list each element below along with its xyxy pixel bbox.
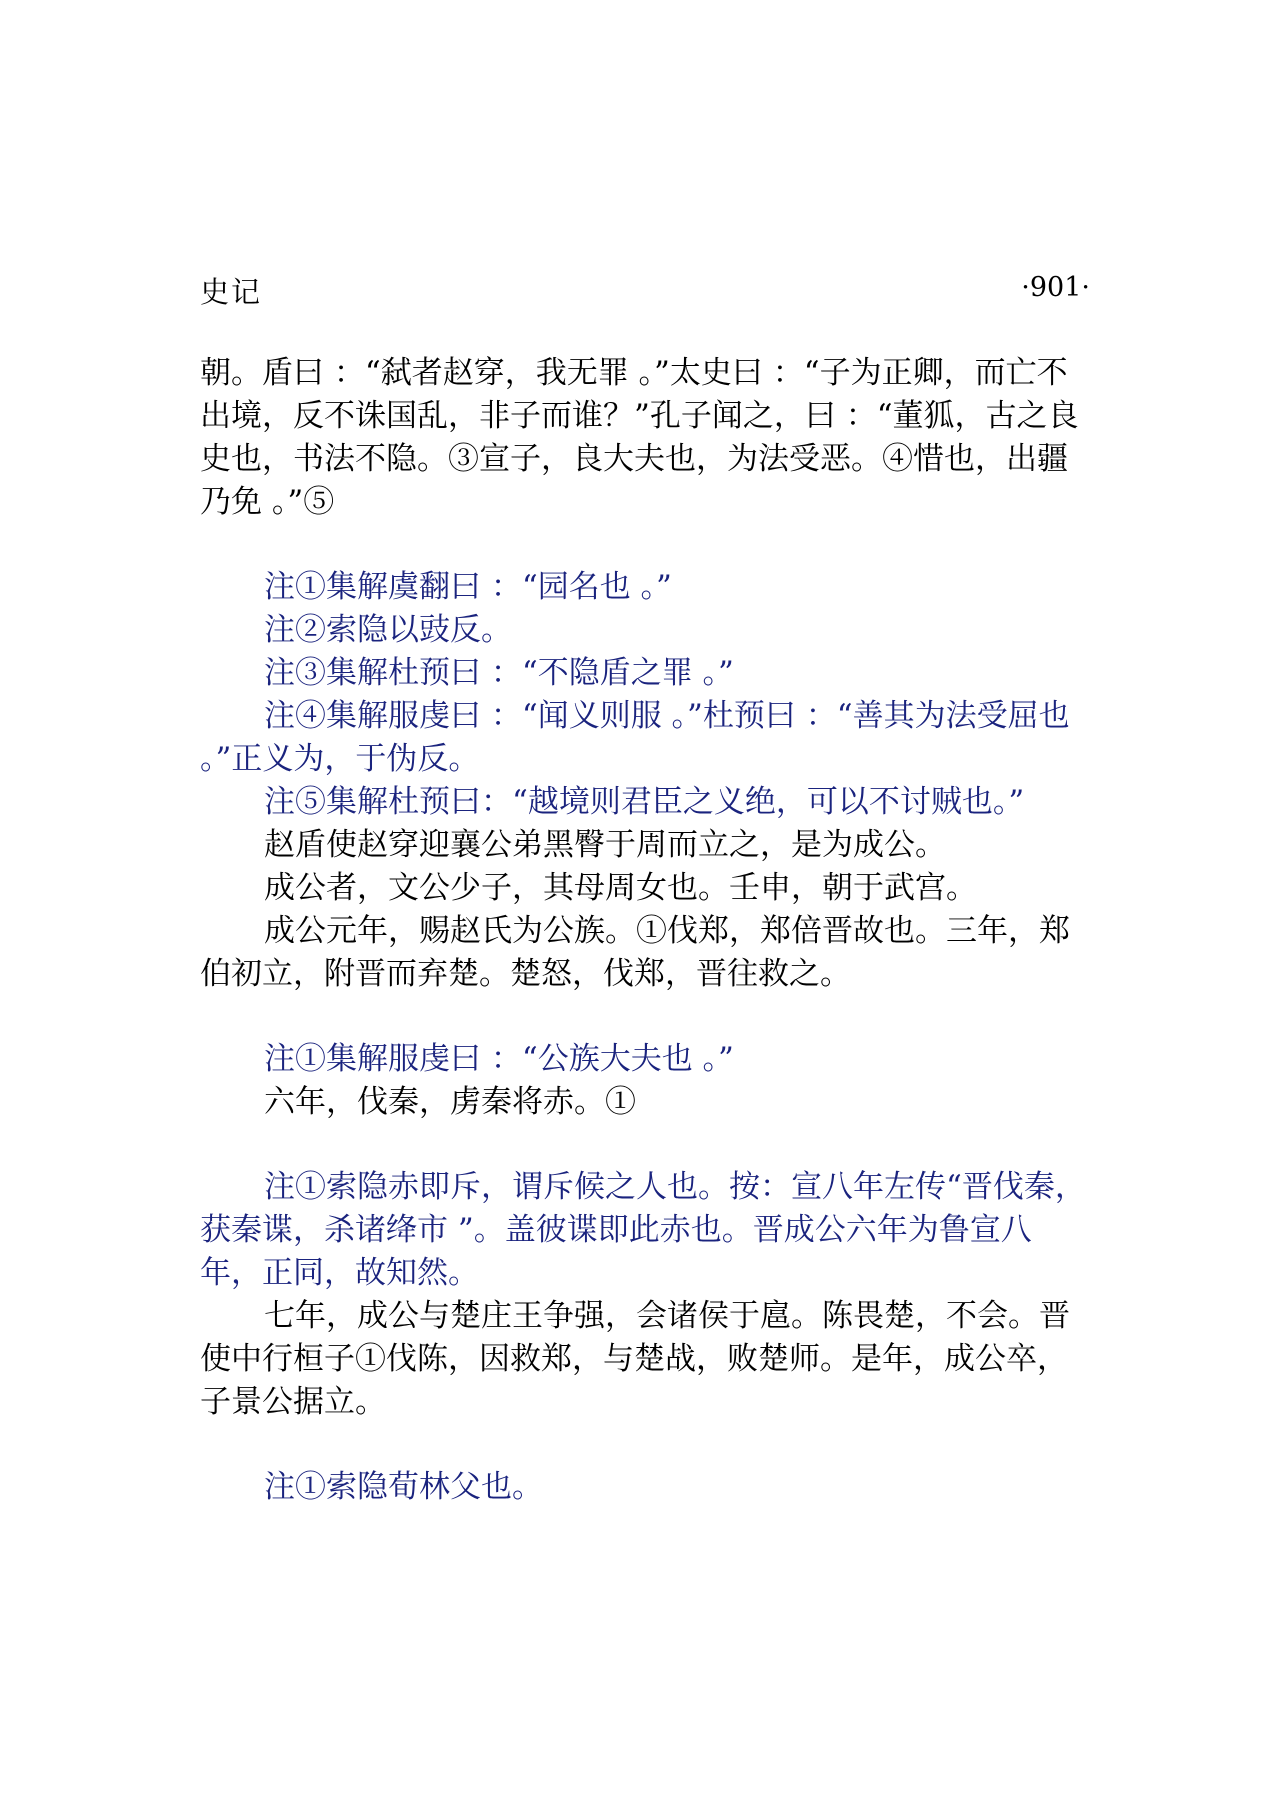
note-paragraph: 注①集解虞翻曰 ：“园名也 。” xyxy=(264,569,672,605)
note-paragraph: 注⑤集解杜预曰：“越境则君臣之义绝，可以不讨贼也。” xyxy=(264,784,1025,820)
note-paragraph: 注①集解服虔曰 ：“公族大夫也 。” xyxy=(264,1041,734,1077)
paragraph-main: 赵盾使赵穿迎襄公弟黑臀于周而立之，是为成公。 xyxy=(264,827,946,863)
paragraph-gap xyxy=(200,996,1090,1038)
paragraph-gap xyxy=(200,1424,1090,1466)
paragraph-main-1: 朝。盾曰 ：“弑者赵穿，我无罪 。”太史曰 ：“子为正卿，而亡不出境，反不诛国乱，非子而谁？”孔子闻之，曰 ：“董狐，古之良史也，书法不隐。③宣子，良大夫也，为法受恶。④惜也，出疆乃免 。”⑤ xyxy=(200,355,1079,520)
paragraph-gap xyxy=(200,524,1090,566)
page-header xyxy=(200,270,1090,310)
note-paragraph: 注①索隐荀林父也。 xyxy=(264,1469,543,1505)
page-body xyxy=(200,352,1090,1509)
note-paragraph: 注②索隐以豉反。 xyxy=(264,612,512,648)
document-page xyxy=(200,0,1090,1795)
note-paragraph: 注④集解服虔曰 ：“闻义则服 。”杜预曰 ：“善其为法受屈也 。”正义为，于伪反。 xyxy=(200,698,1070,777)
note-paragraph: 注①索隐赤即斥，谓斥候之人也。按：宣八年左传“晋伐秦，获秦谍，杀诸绛市 ”。盖彼谍即此赤也。晋成公六年为鲁宣八年，正同，故知然。 xyxy=(200,1169,1086,1291)
paragraph-main: 七年，成公与楚庄王争强，会诸侯于扈。陈畏楚，不会。晋使中行桓子①伐陈，因救郑，与楚战，败楚师。是年，成公卒，子景公据立。 xyxy=(200,1298,1070,1420)
paragraph-main: 成公者，文公少子，其母周女也。壬申，朝于武宫。 xyxy=(264,870,977,906)
book-title: 史记 xyxy=(200,275,263,309)
paragraph-main: 六年，伐秦，虏秦将赤。① xyxy=(264,1084,636,1120)
paragraph-main: 成公元年，赐赵氏为公族。①伐郑，郑倍晋故也。三年，郑伯初立，附晋而弃楚。楚怒，伐郑，晋往救之。 xyxy=(200,913,1070,992)
note-paragraph: 注③集解杜预曰 ：“不隐盾之罪 。” xyxy=(264,655,734,691)
paragraph-gap xyxy=(200,1124,1090,1166)
page-number: ·901· xyxy=(1021,272,1090,303)
